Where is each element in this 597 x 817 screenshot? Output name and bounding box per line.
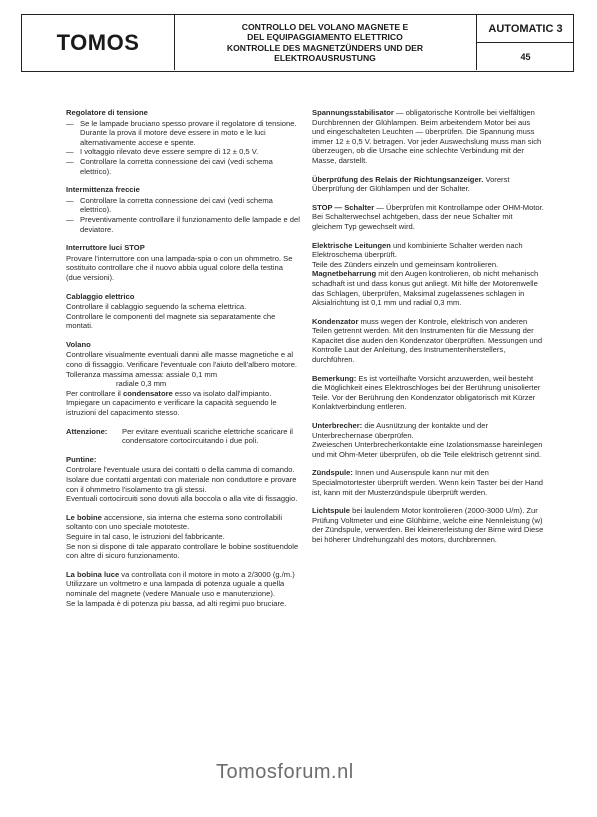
section-zuendspule — [312, 468, 544, 497]
section-bemerkung — [312, 374, 544, 412]
bullet-text: Preventivamente controllare il funzionamento delle lampade e del deviatore. — [80, 214, 300, 234]
section-title: Regolatore di tensione — [66, 108, 148, 117]
model-page-box — [476, 15, 574, 70]
section-intermittenza: Intermittenza freccie — Controllare la corretta connessione dei cavi (vedi schema elettrico). — Preventivamente controllare il funzionamento delle lampade e del deviatore. — [66, 185, 300, 234]
paragraph: Überprüfung des Relais der Richtungsanzeiger. Vorerst Überprüfung der Glühlampen und der Schalter. — [312, 174, 510, 194]
bullet-text: Durante la prova il motore deve essere in moto e le luci alternativamente accese e spente. — [80, 128, 266, 147]
title-italian-line1: CONTROLLO DEL VOLANO MAGNETE E — [241, 22, 409, 32]
section-title: Interruttore luci STOP — [66, 243, 145, 253]
paragraph: Lichtspule bei laulendem Motor kontrolieren (2000-3000 U/m). Zur Prüfung Voltmeter und eine Glühbirne, welche eine Nennleistung (w) der Zündspule, verwerden. Bei kleinererleistung der Birne wird Diese bei höherer Undrehungzahl des motors, durchbrennen. — [312, 506, 544, 544]
section-attenzione — [66, 427, 300, 446]
section-unterbrecher — [312, 421, 544, 459]
model-label: AUTOMATIC 3 — [477, 15, 574, 43]
section-lichtspule — [312, 506, 544, 544]
paragraph: Per controllare il condensatore esso va isolato dall'impianto. Impiegare un capacimento e verificare la capacità seguendo le istruzioni del capacimento stesso. — [66, 388, 277, 418]
paragraph: Se non si dispone di tale apparato controllare le bobine sostituendole con altre di sicuro funzionamento. — [66, 541, 299, 561]
page-number: 45 — [520, 51, 531, 62]
paragraph: Seguire in tal caso, le istruzioni del fabbricante. — [66, 531, 225, 541]
section-title: Cablaggio elettrico — [66, 291, 135, 301]
paragraph: Controllare le componenti del magnete sia separatamente che montati. — [66, 311, 276, 331]
section-interruttore-stop — [66, 243, 300, 282]
paragraph: La bobina luce va controllata con il motore in moto a 2/3000 (g./m.) — [66, 569, 295, 579]
paragraph: Controlare l'eventuale usura dei contatti o della camma di comando. — [66, 465, 295, 475]
paragraph: radiale 0,3 mm — [116, 379, 167, 389]
paragraph: Magnetbeharrung mit den Augen kontrolieren, ob nicht mehanisch schadhaft ist und dass konus gut anliegt. Mit hilfe der Motorenwelle das Schlagen, überprüfen, Maksimal zugelassenes schlagen in Aksialrichtung ist 0,1 mm und radial 0,3 mm. — [312, 269, 539, 308]
title-italian-line2: DEL EQUIPAGGIAMENTO ELETTRICO — [247, 32, 403, 42]
title-german-line1: KONTROLLE DES MAGNETZÜNDERS UND DER — [226, 43, 424, 53]
section-spannungsstabilisator — [312, 108, 544, 166]
section-bobina-luce — [66, 570, 300, 608]
paragraph: Zündspule: Innen und Ausenspule kann nur mit den Specialmotortester überprüft werden. Wenn kein Taster bei der Hand ist, kann mit der Musterzündspule überprüft werden. — [312, 468, 544, 497]
section-title: Intermittenza freccie — [66, 185, 140, 195]
header-titles — [175, 15, 475, 70]
bullet-text: Controllare la corretta connessione dei cavi (vedi schema elettrico). — [80, 195, 273, 215]
paragraph: Eventuali cortocircuiti sono dovuti alla boccola o alla vite di fissaggio. — [66, 494, 298, 504]
paragraph: Controllare visualmente eventuali danni alle masse magnetiche e al cono di fissaggio. Verificare l'eventuale con l'aiuto dell'albero motore. Tolleranza massima amessa: assiale 0,1 mm — [66, 350, 298, 379]
paragraph: STOP — Schalter — Überprüfen mit Kontrollampe oder OHM-Motor. Bei Schalterwechsel achtgeben, dass der neue Schalter mit gleichem Typ gewechselt wird. — [312, 202, 544, 231]
paragraph: Utilizzare un voltmetro e una lampada di potenza uguale a quella nominale del magnete (vedere Manuale uso e manutenzione). — [66, 579, 285, 598]
section-kondenzator — [312, 317, 544, 365]
paragraph: Bemerkung: Es ist vorteilhafte Vorsicht anzuwerden, weil besteht die Möglichkeit eines Elektroschloges bei der Berührung unisolierter Teile. Vor der Berührung den Kondenzator obligatorisch mit Kürzer Konlaktverbindung entleren. — [312, 373, 541, 412]
paragraph: Se la lampada è di potenza piu bassa, ad alti regimi puo bruciare. — [66, 598, 287, 608]
paragraph: Zweieschen Unterbrecherkontakte eine Izolationsmasse hareinlegen und mit Ohm-Meter überprüfen, ob die Teile elektrisch getrennt sind. — [312, 440, 543, 459]
section-title: Puntine: — [66, 454, 97, 464]
section-puntine — [66, 455, 300, 504]
paragraph: Spannungsstabilisator — obligatorische Kontrolle bei vielfältigen Durchbrennen der Glühlampen. Beim arbeitendem Motor bei aus und eingeschalteten Leuchten — überprüfen. Die Spannung muss immer 12 ± 0,5 V. betragen. Vor jeder Auswechslung muss man sich überzeugen, ob die Ursache eine schlechte Verbindung mit der Masse, darstellt. — [312, 108, 542, 165]
paragraph: Controllare il cablaggio seguendo la schema elettrica. — [66, 302, 247, 312]
section-stop-schalter — [312, 203, 544, 232]
section-volano — [66, 340, 300, 418]
document-header — [21, 14, 574, 72]
tomos-logo: TOMOS — [22, 15, 175, 70]
section-leitungen — [312, 241, 544, 308]
section-cablaggio — [66, 292, 300, 331]
paragraph: Le bobine accensione, sia interna che esterna sono controllabili soltanto con uno speciale mototeste. — [66, 512, 283, 532]
italian-column — [66, 108, 300, 617]
german-column — [312, 108, 544, 554]
watermark-text: Tomosforum.nl — [216, 761, 354, 783]
paragraph: Isolare due contatti argentati con materiale non conduttore e provare con il ohmmetro l'isolamento tra gli stessi. — [66, 475, 297, 494]
warning-label: Attenzione: — [66, 426, 108, 436]
paragraph: Unterbrecher: die Ausnützung der kontakte und der Unterbrechernase überprüfen. — [312, 421, 489, 440]
bullet-text: I voltaggio rilevato deve essere sempre di 12 ± 0,5 V. — [80, 147, 259, 157]
paragraph: Provare l'interruttore con una lampada-spia o con un ohmmetro. Se sostituito controllare che il nuovo abbia ugual colore della testina (due versioni). — [66, 253, 293, 282]
section-relais — [312, 175, 544, 194]
warning-text: Per evitare eventuali scariche elettriche scaricare il condensatore cortocircuitando i due poli. — [122, 426, 293, 446]
title-german-line2: ELEKTROAUSRUSTUNG — [274, 53, 376, 63]
paragraph: Kondenzator muss wegen der Kontrole, elektrisch von anderen Teilen getrennt werden. Mit den Instrumenten für die Messung der Kapacitet dise auden den Kondenzator überprüften. Messungen und Kontrolle Laut der Anleitung, des Instrumentenherstellers, durchführen. — [312, 316, 543, 365]
section-bobine — [66, 513, 300, 561]
section-title: Volano — [66, 339, 91, 349]
paragraph: Elektrische Leitungen und kombinierte Schalter werden nach Elektroschema überprüft. — [312, 240, 523, 260]
paragraph: Teile des Zünders einzeln und gemeinsam kontrolieren. — [312, 259, 499, 269]
bullet-text: Se le lampade bruciano spesso provare il regolatore di tensione. — [80, 118, 297, 128]
bullet-text: Controllare la corretta connessione dei cavi (vedi schema elettrico). — [80, 156, 273, 176]
section-regolatore: Regolatore di tensione — Se le lampade bruciano spesso provare il regolatore di tensione. Durante la prova il motore deve essere in moto e le luci alternativamente accese e spente. — I voltaggio rilevato deve essere sempre di 12 ± 0,5 V. — Controllare la corretta connessione dei cavi (vedi schema elettrico). — [66, 108, 300, 176]
